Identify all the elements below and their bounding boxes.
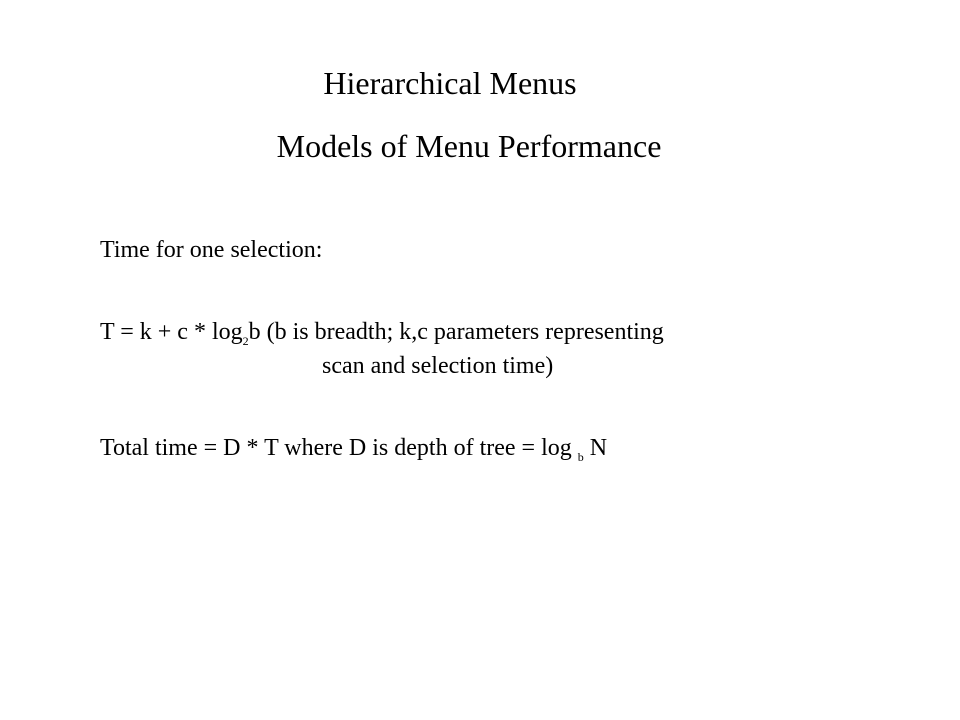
formula-subscript: 2: [242, 334, 249, 348]
formula-line: [100, 319, 664, 348]
slide-title: Hierarchical Menus: [323, 65, 577, 101]
formula-continuation: scan and selection time): [322, 353, 554, 379]
selection-heading: Time for one selection:: [100, 237, 323, 263]
total-subscript: b: [577, 450, 584, 464]
formula-suffix: b (b is breadth; k,c parameters representing: [248, 319, 664, 345]
total-time-line: [100, 435, 608, 464]
total-prefix: Total time = D * T where D is depth of tree = log: [100, 435, 578, 461]
total-suffix: N: [583, 435, 608, 461]
slide-subtitle: Models of Menu Performance: [276, 128, 662, 164]
formula-prefix: T = k + c * log: [100, 319, 243, 345]
